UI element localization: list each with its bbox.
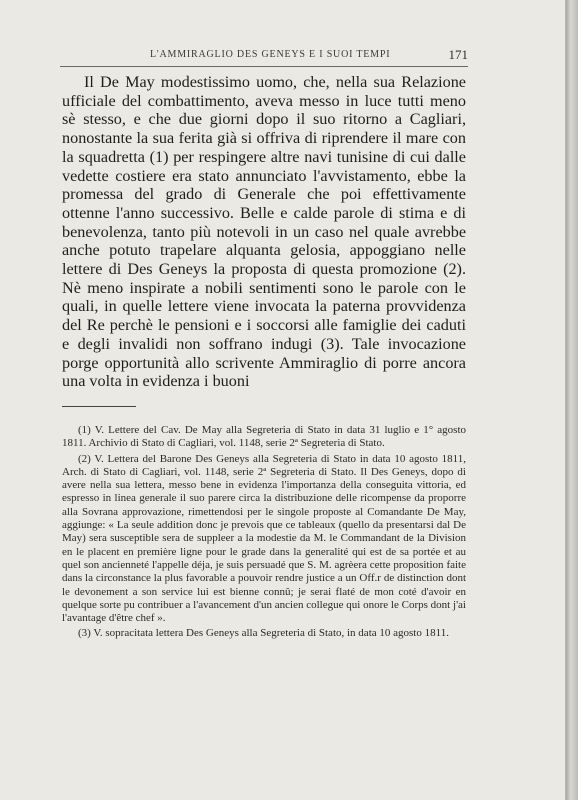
footnotes bbox=[62, 424, 466, 643]
footnote-3: (3) V. sopracitata lettera Des Geneys alla Segreteria di Stato, in data 10 agosto 1811. bbox=[78, 627, 449, 640]
footnote-1: (1) V. Lettere del Cav. De May alla Segreteria di Stato in data 31 luglio e 1° agosto 1811. Archivio di Stato di Cagliari, vol. 1148, serie 2ª Segreteria di Stato. bbox=[62, 424, 466, 450]
running-title: L'AMMIRAGLIO DES GENEYS E I SUOI TEMPI bbox=[150, 49, 391, 60]
running-head bbox=[60, 44, 468, 67]
footnote-separator bbox=[62, 406, 136, 407]
page-edge bbox=[566, 0, 578, 800]
page-number: 171 bbox=[448, 47, 468, 62]
body-paragraph: Il De May modestissimo uomo, che, nella sua Relazione ufficiale del combattimento, aveva messo in luce tutti meno sè stesso, e che due giorni dopo il suo ritorno a Cagliari, nonostante la sua ferita già si offriva di riprendere il mare con la squadretta (1) per respingere altre navi tunisine di cui dalle vedette costiere era stato annunciato l'avvistamento, ebbe la promessa del grado di Generale che poi effettivamente ottenne l'anno successivo. Belle e calde parole di stima e di benevolenza, tanto più notevoli in un caso nel quale avrebbe anche potuto trapelare alquanta gelosia, appoggiano nelle lettere di Des Geneys la proposta di questa promozione (2). Nè meno inspirate a nobili sentimenti sono le parole con le quali, in quelle lettere viene invocata la paterna provvidenza del Re perchè le pensioni e i soccorsi alle famiglie dei caduti e degli invalidi non soffrano indugi (3). Tale invocazione porge opportunità allo scrivente Ammiraglio di porre ancora una volta in evidenza i buoni bbox=[62, 73, 466, 391]
footnote-2: (2) V. Lettera del Barone Des Geneys alla Segreteria di Stato in data 10 agosto 1811, Arch. di Stato di Cagliari, vol. 1148, serie 2ª Segreteria di Stato. Il Des Geneys, dopo di avere nella sua lettera, messo bene in evidenza l'importanza della conseguita vittoria, ed espresso in linea generale il suo parere circa la distribuzione delle ricompense da proporre alla Sovrana approvazione, rimettendosi per le singole proposte al Comandante De May, aggiunge: « La seule addition donc je prevois que ce tableaux (quello da presentarsi dal De May) sera susceptible sera de suppleer a la modestie da M. le Commandant de la Division en le placent en première ligne pour le grade dans la generalité qui est de sa portée et au quel son ancienneté l'appelle déja, je suis persuadé que S. M. agrèera cette proposition faite dans la circonstance la plus favorable a pouvoir rendre justice a un Off.r de distinction dont le devonement a son service lui est bienne connû; je serai flaté de mon coté d'avoir en quelque sorte pu contribuer a l'avancement d'un ancien collegue qui onore le Corps dont j'ai l'avantage d'être chef ». bbox=[62, 452, 466, 625]
